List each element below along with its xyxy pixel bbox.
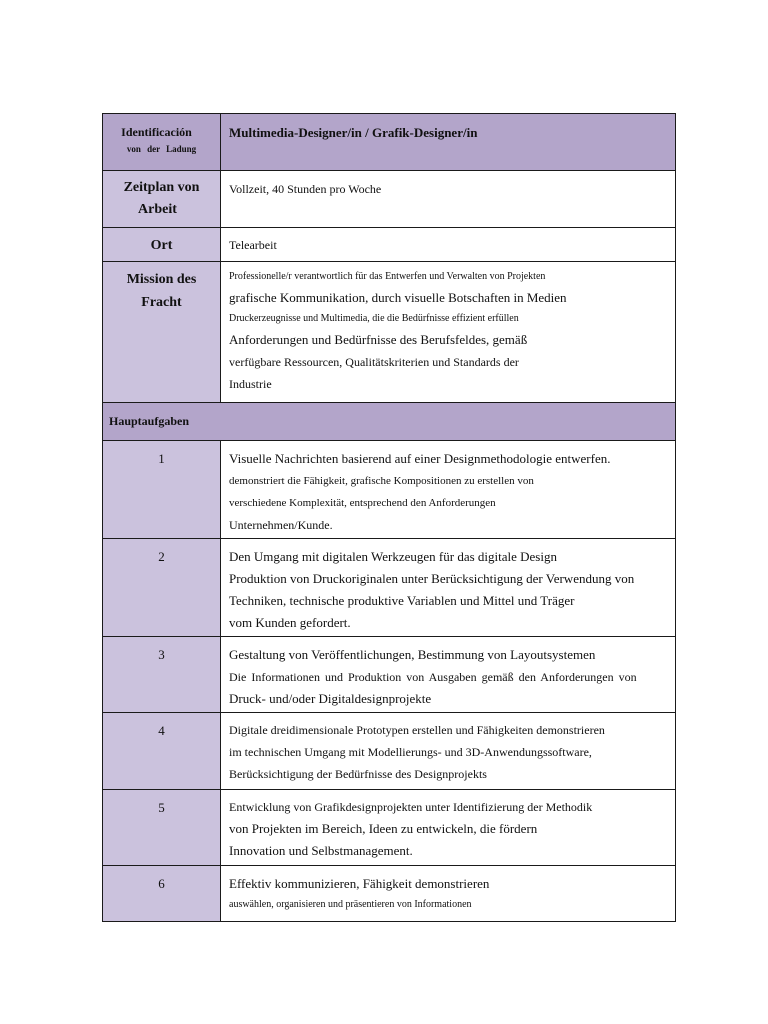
task-number: 4 <box>158 723 165 738</box>
mission-line: Professionelle/r verantwortlich für das Entwerfen und Verwalten von Projekten <box>229 271 546 282</box>
task-line: auswählen, organisieren und präsentieren von Informationen <box>229 899 472 910</box>
mission-line: Anforderungen und Bedürfnisse des Berufsfeldes, gemäß <box>229 332 528 347</box>
task-row <box>103 637 676 713</box>
task-line: von Projekten im Bereich, Ideen zu entwickeln, die fördern <box>229 821 538 836</box>
task-line: Innovation und Selbstmanagement. <box>229 843 413 858</box>
job-description-table <box>102 113 676 922</box>
mission-line: verfügbare Ressourcen, Qualitätskriterien und Standards der <box>229 355 519 369</box>
job-title: Multimedia-Designer/in / Grafik-Designer/in <box>229 125 478 140</box>
mission-label-cell <box>103 262 221 403</box>
task-text-cell <box>221 539 676 637</box>
location-label: Ort <box>150 238 173 253</box>
schedule-label-cell <box>103 171 221 228</box>
task-line: Entwicklung von Grafikdesignprojekten unter Identifizierung der Methodik <box>229 800 593 814</box>
mission-line: Industrie <box>229 377 272 391</box>
task-line: vom Kunden gefordert. <box>229 615 351 630</box>
mission-value-cell <box>221 262 676 403</box>
tasks-header-row <box>103 403 676 441</box>
task-line: Druck- und/oder Digitaldesignprojekte <box>229 691 432 706</box>
location-value-cell <box>221 228 676 262</box>
task-number-cell <box>103 637 221 713</box>
header-label-line1: Identificación <box>121 125 192 139</box>
task-line: Unternehmen/Kunde. <box>229 518 333 532</box>
task-number: 6 <box>158 876 165 891</box>
location-value: Telearbeit <box>229 238 277 252</box>
location-row <box>103 228 676 262</box>
task-row <box>103 866 676 922</box>
task-text-cell <box>221 713 676 790</box>
header-value-cell <box>221 114 676 171</box>
schedule-row <box>103 171 676 228</box>
task-line: demonstriert die Fähigkeit, grafische Kompositionen zu erstellen von <box>229 475 534 487</box>
schedule-label-line1: Zeitplan von <box>123 180 200 195</box>
task-number: 5 <box>158 800 165 815</box>
mission-row <box>103 262 676 403</box>
header-row <box>103 114 676 171</box>
task-text-cell <box>221 790 676 866</box>
location-label-cell <box>103 228 221 262</box>
tasks-header: Hauptaufgaben <box>109 414 190 428</box>
mission-line: Druckerzeugnisse und Multimedia, die die Bedürfnisse effizient erfüllen <box>229 313 519 324</box>
task-number: 3 <box>158 647 165 662</box>
task-line: Digitale dreidimensionale Prototypen erstellen und Fähigkeiten demonstrieren <box>229 723 605 737</box>
task-row <box>103 790 676 866</box>
mission-line: grafische Kommunikation, durch visuelle Botschaften in Medien <box>229 290 567 305</box>
task-number: 1 <box>158 451 165 466</box>
task-line: Produktion von Druckoriginalen unter Berücksichtigung der Verwendung von <box>229 571 635 586</box>
task-line: Gestaltung von Veröffentlichungen, Bestimmung von Layoutsystemen <box>229 647 596 662</box>
task-text-cell <box>221 441 676 539</box>
task-number-cell <box>103 713 221 790</box>
task-number-cell <box>103 539 221 637</box>
schedule-value-cell <box>221 171 676 228</box>
task-line: verschiedene Komplexität, entsprechend den Anforderungen <box>229 497 496 509</box>
task-number-cell <box>103 441 221 539</box>
task-text-cell <box>221 637 676 713</box>
task-line: Die Informationen und Produktion von Ausgaben gemäß den Anforderungen von <box>229 670 637 684</box>
task-line: Techniken, technische produktive Variablen und Mittel und Träger <box>229 593 575 608</box>
task-number-cell <box>103 866 221 922</box>
schedule-label-line2: Arbeit <box>138 202 177 217</box>
task-row <box>103 539 676 637</box>
task-text-cell <box>221 866 676 922</box>
task-number-cell <box>103 790 221 866</box>
task-line: Den Umgang mit digitalen Werkzeugen für das digitale Design <box>229 549 557 564</box>
task-number: 2 <box>158 549 165 564</box>
task-line: Berücksichtigung der Bedürfnisse des Designprojekts <box>229 767 487 781</box>
task-line: Effektiv kommunizieren, Fähigkeit demonstrieren <box>229 876 490 891</box>
task-line: Visuelle Nachrichten basierend auf einer Designmethodologie entwerfen. <box>229 451 611 466</box>
schedule-value: Vollzeit, 40 Stunden pro Woche <box>229 182 382 196</box>
tasks-header-cell <box>103 403 676 441</box>
task-row <box>103 713 676 790</box>
header-label-cell <box>103 114 221 171</box>
task-line: im technischen Umgang mit Modellierungs- und 3D-Anwendungssoftware, <box>229 745 592 759</box>
mission-label-line1: Mission des <box>126 272 197 287</box>
header-label-line2: von der Ladung <box>126 144 197 154</box>
mission-label-line2: Fracht <box>141 295 182 310</box>
task-row <box>103 441 676 539</box>
